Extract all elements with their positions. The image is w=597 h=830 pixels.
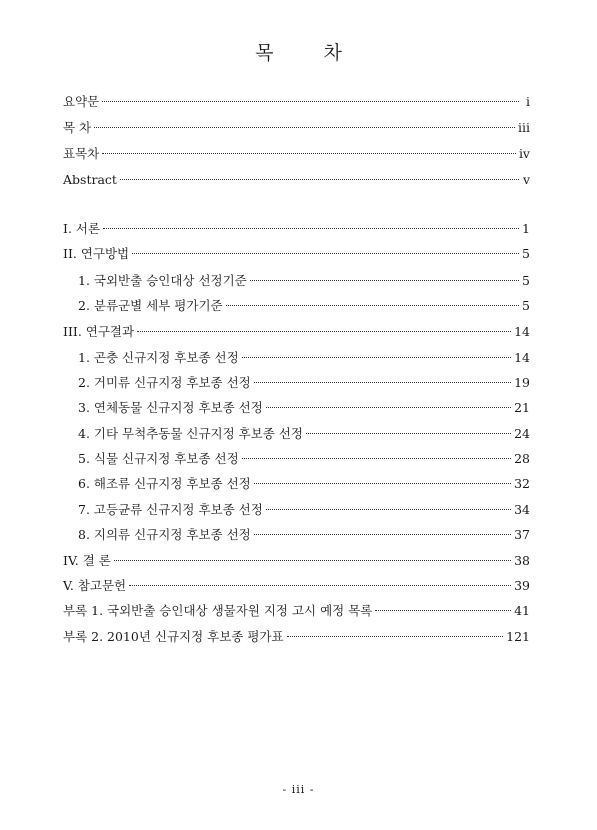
toc-label: 6. 해조류 신규지정 후보종 선정	[78, 476, 251, 491]
toc-label: 2. 분류군별 세부 평가기준	[78, 298, 223, 313]
toc-row[interactable]	[63, 348, 530, 368]
toc-row[interactable]	[63, 92, 530, 112]
toc-label: 5. 식물 신규지정 후보종 선정	[78, 451, 239, 466]
dot-leader	[114, 560, 511, 561]
toc-label: 7. 고등균류 신규지정 후보종 선정	[78, 502, 263, 517]
toc-page: 1	[522, 221, 530, 236]
toc-label: 2. 거미류 신규지정 후보종 선정	[78, 375, 251, 390]
toc-page: v	[522, 172, 530, 187]
toc-label: 3. 연체동물 신규지정 후보종 선정	[78, 400, 263, 415]
toc-page: 121	[506, 629, 530, 644]
toc-row[interactable]	[63, 170, 530, 190]
page-number-footer: - iii -	[282, 783, 315, 796]
dot-leader	[102, 101, 519, 102]
toc-page: 5	[522, 273, 530, 288]
toc-label: 1. 곤충 신규지정 후보종 선정	[78, 350, 239, 365]
toc-row[interactable]	[63, 525, 530, 545]
dot-leader	[306, 433, 511, 434]
page-title: 목 차	[255, 42, 364, 64]
toc-row[interactable]	[63, 551, 530, 571]
toc-page: iii	[518, 120, 530, 135]
toc-label: Abstract	[63, 172, 117, 187]
toc-row[interactable]	[63, 601, 530, 621]
toc-label: II. 연구방법	[63, 246, 130, 261]
toc-label: 1. 국외반출 승인대상 선정기준	[78, 273, 247, 288]
toc-page: 5	[522, 298, 530, 313]
toc-page: 41	[514, 603, 530, 618]
dot-leader	[242, 458, 511, 459]
dot-leader	[250, 280, 519, 281]
dot-leader	[120, 179, 519, 180]
toc-label: 요약문	[63, 94, 100, 109]
dot-leader	[226, 305, 519, 306]
toc-label: III. 연구결과	[63, 324, 135, 339]
toc-page: 21	[514, 400, 530, 415]
toc-row[interactable]	[63, 424, 530, 444]
dot-leader	[94, 127, 515, 128]
toc-label: V. 참고문헌	[63, 578, 127, 593]
toc-row[interactable]	[63, 271, 530, 291]
toc-label: IV. 결 론	[63, 553, 111, 568]
toc-row[interactable]	[63, 296, 530, 316]
toc-page: 37	[514, 527, 530, 542]
toc-label: 목 차	[63, 120, 92, 135]
dot-leader	[103, 228, 519, 229]
toc-row[interactable]	[63, 500, 530, 520]
dot-leader	[132, 253, 519, 254]
toc-page: 39	[514, 578, 530, 593]
toc-row[interactable]	[63, 144, 530, 164]
toc-page: 14	[514, 324, 530, 339]
toc-label: 부록 2. 2010년 신규지정 후보종 평가표	[63, 629, 284, 644]
toc-page: 5	[522, 246, 530, 261]
dot-leader	[254, 483, 511, 484]
dot-leader	[242, 357, 511, 358]
toc-row[interactable]	[63, 244, 530, 264]
dot-leader	[375, 610, 511, 611]
toc-row[interactable]	[63, 118, 530, 138]
toc-row[interactable]	[63, 627, 530, 647]
dot-leader	[102, 153, 516, 154]
toc-row[interactable]	[63, 449, 530, 469]
toc-row[interactable]	[63, 322, 530, 342]
toc-label: I. 서론	[63, 221, 101, 236]
dot-leader	[254, 382, 511, 383]
toc-row[interactable]	[63, 576, 530, 596]
toc-page: 38	[514, 553, 530, 568]
dot-leader	[254, 534, 511, 535]
toc-page: 34	[514, 502, 530, 517]
toc-page: i	[526, 94, 530, 109]
toc-label: 4. 기타 무척추동물 신규지정 후보종 선정	[78, 426, 303, 441]
dot-leader	[137, 331, 511, 332]
toc-page: 28	[514, 451, 530, 466]
toc-row[interactable]	[63, 398, 530, 418]
toc-page: 19	[514, 375, 530, 390]
toc-row[interactable]	[63, 474, 530, 494]
dot-leader	[129, 585, 511, 586]
toc-page: iv	[518, 146, 530, 161]
toc-label: 표목차	[63, 146, 100, 161]
toc-page: 24	[514, 426, 530, 441]
toc-row[interactable]	[63, 219, 530, 239]
dot-leader	[287, 636, 504, 637]
dot-leader	[266, 407, 511, 408]
toc-page: 32	[514, 476, 530, 491]
toc-page: 14	[514, 350, 530, 365]
toc-label: 부록 1. 국외반출 승인대상 생물자원 지정 고시 예정 목록	[63, 603, 373, 618]
toc-label: 8. 지의류 신규지정 후보종 선정	[78, 527, 251, 542]
toc-row[interactable]	[63, 373, 530, 393]
dot-leader	[266, 509, 511, 510]
